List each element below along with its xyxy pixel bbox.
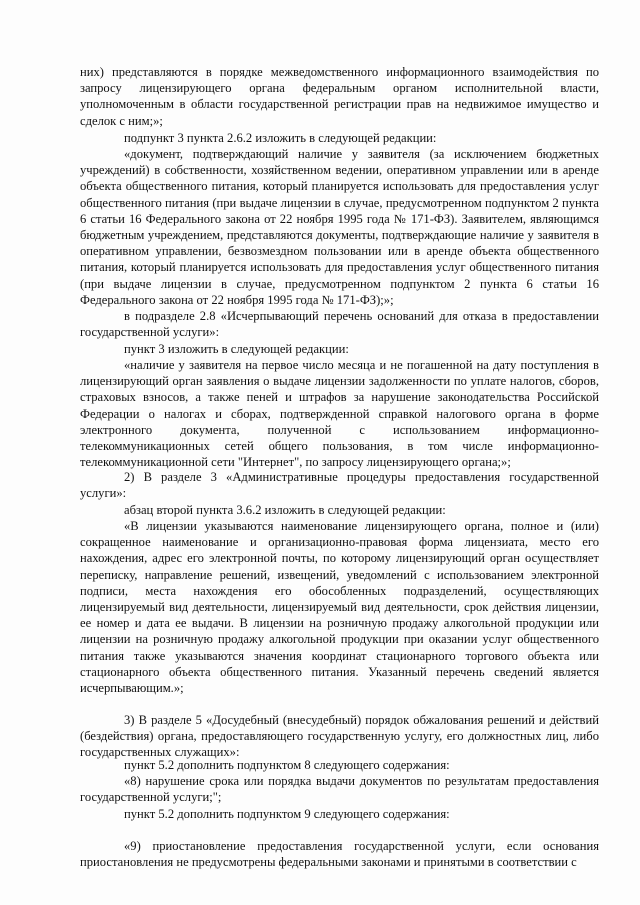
paragraph-11: пункт 5.2 дополнить подпунктом 8 следующего содержания: [124,758,450,772]
paragraph-14: «9) приостановление предоставления государственной услуги, если основания приостановления не предусмотрены федеральными законами и принятыми в соответствии с [80,839,599,870]
paragraph-2: подпункт 3 пункта 2.6.2 изложить в следующей редакции: [124,131,437,145]
paragraph-4: в подразделе 2.8 «Исчерпывающий перечень оснований для отказа в предоставлении государственной услуги»: [80,309,599,340]
paragraph-5: пункт 3 изложить в следующей редакции: [124,342,349,356]
paragraph-8: абзац второй пункта 3.6.2 изложить в следующей редакции: [124,503,446,517]
paragraph-6: «наличие у заявителя на первое число месяца и не погашенной на дату поступления в лицензирующий орган заявления о выдаче лицензии задолженности по уплате налогов, сборов, страховых взносов, а также пеней и штрафов за нарушение законодательства Российской Федерации о налогах и сборах, подтвержденной справкой налогового органа в форме электронного документа, полученной с использованием информационно-телекоммуникационных сетей общего пользования, в том числе информационно-телекоммуникационной сети "Интернет", по запросу лицензирующего органа;»; [80,358,599,470]
paragraph-12: «8) нарушение срока или порядка выдачи документов по результатам предоставления государственной услуги;"; [80,774,599,805]
paragraph-1: них) представляются в порядке межведомственного информационного взаимодействия по запросу лицензирующего органа федеральным органом исполнительной власти, уполномоченным в области государственной регистрации прав на недвижимое имущество и сделок с ним;»; [80,65,599,128]
paragraph-3: «документ, подтверждающий наличие у заявителя (за исключением бюджетных учреждений) в собственности, хозяйственном ведении, оперативном управлении или в аренде объекта общественного питания, который планируется использовать для предоставления услуг общественного питания (при выдаче лицензии в случае, предусмотренном подпунктом 2 пункта 6 статьи 16 Федерального закона от 22 ноября 1995 года № 171-ФЗ). Заявителем, являющимся бюджетным учреждением, представляются документы, подтверждающие наличие у заявителя в оперативном управлении, безвозмездном пользовании или в аренде объекта общественного питания, который планируется использовать для предоставления услуг общественного питания (при выдаче лицензии в случае, предусмотренном подпунктом 2 пункта 6 статьи 16 Федерального закона от 22 ноября 1995 года № 171-ФЗ);»; [80,147,599,307]
paragraph-7: 2) В разделе 3 «Административные процедуры предоставления государственной услуги»: [80,470,599,501]
paragraph-10: 3) В разделе 5 «Досудебный (внесудебный) порядок обжалования решений и действий (бездействия) органа, предоставляющего государственную услугу, его должностных лиц, либо государственных служащих»: [80,713,599,760]
paragraph-13: пункт 5.2 дополнить подпунктом 9 следующего содержания: [124,807,450,821]
paragraph-9: «В лицензии указываются наименование лицензирующего органа, полное и (или) сокращенное наименование и организационно-правовая форма лицензиата, место его нахождения, адрес его электронной почты, по которому лицензирующий орган осуществляет переписку, направление решений, извещений, уведомлений с использованием электронной подписи, места нахождения его обособленных подразделений, осуществляющих лицензируемый вид деятельности, лицензируемый вид деятельности, срок действия лицензии, ее номер и дата ее выдачи. В лицензии на розничную продажу алкогольной продукции или лицензии на розничную продажу алкогольной продукции при оказании услуг общественного питания также указываются значения координат стационарного торгового объекта или стационарного объекта общественного питания. Указанный перечень сведений является исчерпывающим.»; [80,519,599,696]
